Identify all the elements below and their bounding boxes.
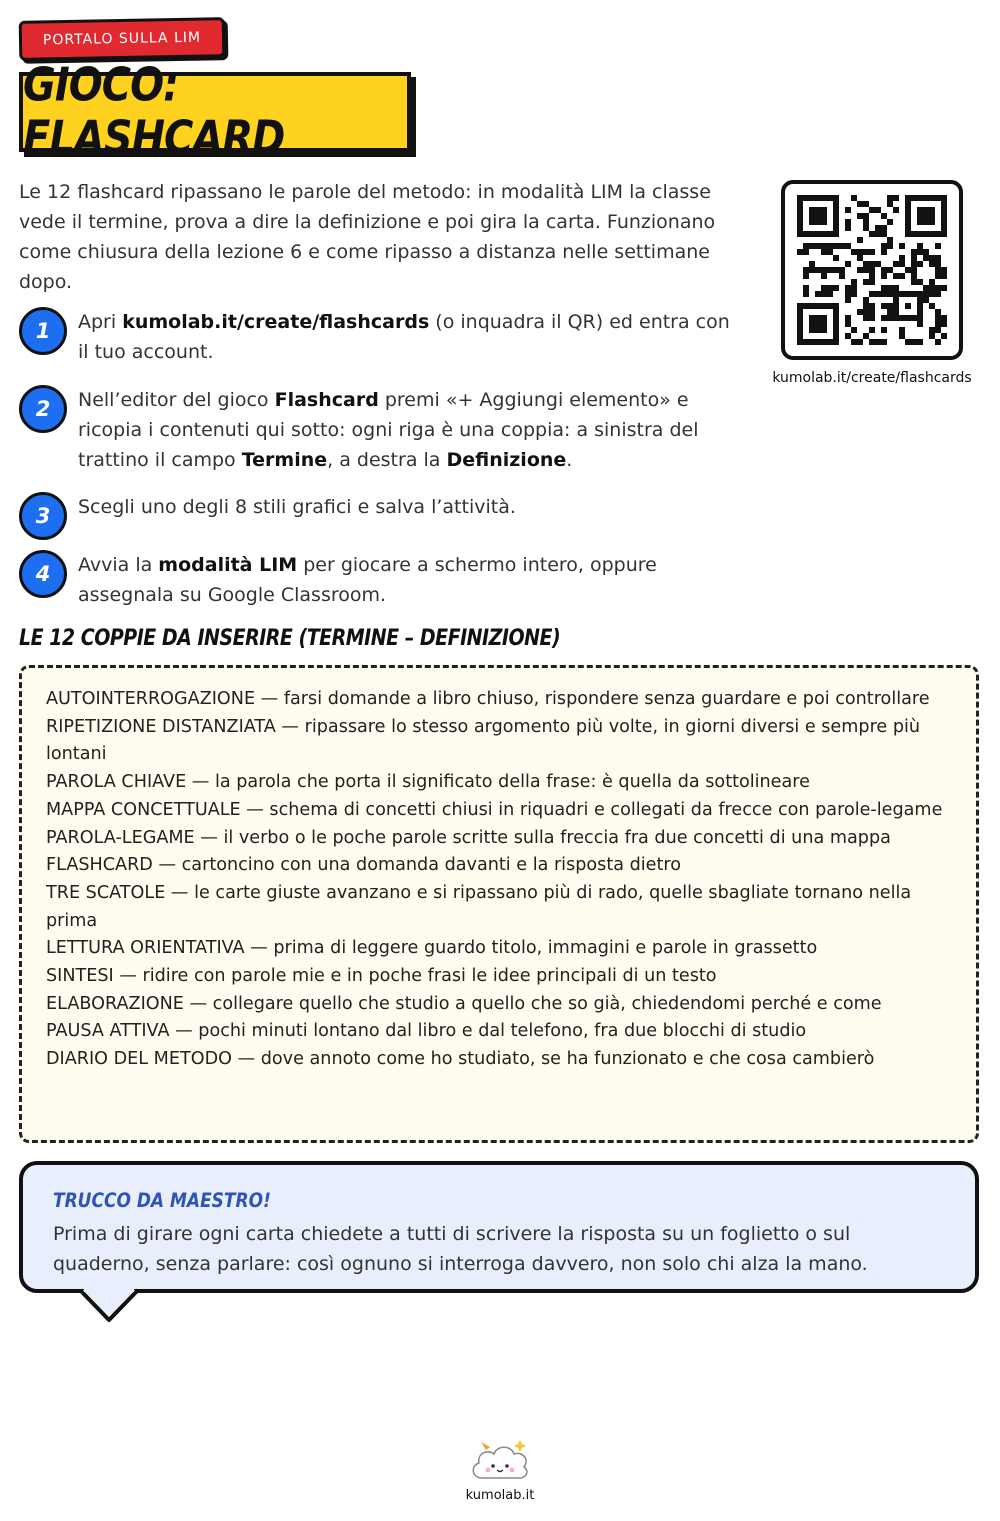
step-text: Avvia la modalità LIM per giocare a schermo intero, oppure assegnala su Google Classroom. — [78, 554, 657, 606]
step-4 — [19, 550, 738, 610]
speech-tail-icon — [78, 1288, 142, 1324]
qr-icon — [797, 195, 947, 345]
step-number: 3 — [19, 492, 67, 540]
pairs-box — [19, 665, 979, 1143]
url-link[interactable]: kumolab.it/create/flashcards — [122, 311, 430, 333]
pair-line: SINTESI — ridire con parole mie e in poche frasi le idee principali di un testo — [46, 966, 717, 987]
qr-code — [781, 180, 963, 360]
page-title: GIOCO: FLASHCARD — [23, 59, 285, 165]
intro-paragraph: Le 12 flashcard ripassano le parole del metodo: in modalità LIM la classe vede il termine, prova a dire la definizione e poi gira la carta. Funzionano come chiusura della lezione 6 e come ripasso a distanza nelle settimane dopo. — [19, 181, 716, 293]
step-text: Nell’editor del gioco Flashcard premi «+ Aggiungi elemento» e ricopia i contenuti qui sotto: ogni riga è una coppia: a sinistra del trattino il campo Termine, a destra la Definizione. — [78, 389, 699, 471]
step-1 — [19, 307, 738, 367]
pair-line: TRE SCATOLE — le carte giuste avanzano e si ripassano più di rado, quelle sbagliate tornano nella prima — [46, 882, 912, 931]
pair-line: PAUSA ATTIVA — pochi minuti lontano dal libro e dal telefono, fra due blocchi di studio — [46, 1021, 807, 1042]
tip-text: Prima di girare ogni carta chiedete a tutti di scrivere la risposta su un foglietto o sul quaderno, senza parlare: così ognuno si interroga davvero, non solo chi alza la mano. — [53, 1223, 868, 1275]
pair-line: DIARIO DEL METODO — dove annoto come ho studiato, se ha funzionato e che cosa cambierò — [46, 1049, 875, 1070]
cloud-logo-icon — [468, 1438, 532, 1484]
portal-tag: PORTALO SULLA LIM — [19, 17, 226, 61]
pair-line: ELABORAZIONE — collegare quello che studio a quello che so già, chiedendomi perché e come — [46, 993, 882, 1014]
tip-title: TRUCCO DA MAESTRO! — [53, 1189, 271, 1213]
pair-line: FLASHCARD — cartoncino con una domanda davanti e la risposta dietro — [46, 855, 681, 876]
step-number: 1 — [19, 307, 67, 355]
pair-line: MAPPA CONCETTUALE — schema di concetti chiusi in riquadri e collegati da frecce con parole-legame — [46, 799, 943, 820]
step-number: 2 — [19, 385, 67, 433]
pair-line: AUTOINTERROGAZIONE — farsi domande a libro chiuso, rispondere senza guardare e poi controllare — [46, 689, 930, 709]
title-banner — [19, 59, 411, 165]
step-text: Apri kumolab.it/create/flashcards (o inquadra il QR) ed entra con il tuo account. — [78, 311, 730, 363]
pair-line: LETTURA ORIENTATIVA — prima di leggere guardo titolo, immagini e parole in grassetto — [46, 938, 818, 959]
footer-brand: kumolab.it — [465, 1488, 535, 1503]
step-2 — [19, 385, 738, 475]
pair-line: PAROLA CHIAVE — la parola che porta il significato della frase: è quella da sottolineare — [46, 772, 810, 793]
step-number: 4 — [19, 550, 67, 598]
step-text: Scegli uno degli 8 stili grafici e salva l’attività. — [78, 496, 516, 518]
qr-caption: kumolab.it/create/flashcards — [772, 370, 972, 386]
pair-line: PAROLA-LEGAME — il verbo o le poche parole scritte sulla freccia fra due concetti di una mappa — [46, 827, 891, 848]
step-3 — [19, 492, 738, 540]
pairs-section-title: LE 12 COPPIE DA INSERIRE (TERMINE – DEFINIZIONE) — [19, 625, 561, 651]
tip-bubble — [19, 1161, 979, 1293]
pair-line: RIPETIZIONE DISTANZIATA — ripassare lo stesso argomento più volte, in giorni diversi e sempre più lontani — [46, 716, 921, 765]
